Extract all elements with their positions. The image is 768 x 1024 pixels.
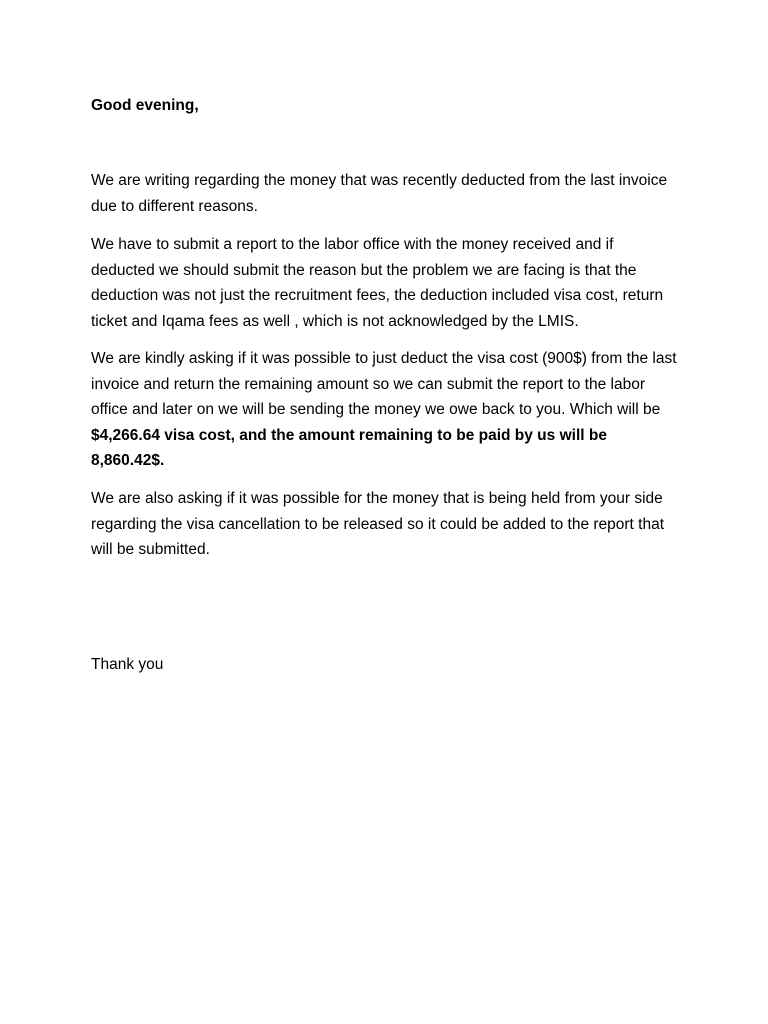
greeting: Good evening, <box>91 97 199 114</box>
paragraph-3-text: We are kindly asking if it was possible to just deduct the visa cost (900$) from the last invoice and return the remaining amount so we can submit the report to the labor office and later on we will be sending the money we owe back to you. Which will be <box>91 350 677 418</box>
closing: Thank you <box>91 656 164 673</box>
paragraph-4: We are also asking if it was possible for the money that is being held from your side regarding the visa cancellation to be released so it could be added to the report that will be submitted. <box>91 490 665 558</box>
paragraph-2: We have to submit a report to the labor office with the money received and if deducted we should submit the reason but the problem we are facing is that the deduction was not just the recruitment fees, the deduction included visa cost, return ticket and Iqama fees as well , which is not acknowledged by the LMIS. <box>91 236 664 330</box>
paragraph-1: We are writing regarding the money that was recently deducted from the last invoice due to different reasons. <box>91 172 668 215</box>
paragraph-3-bold-amounts: $4,266.64 visa cost, and the amount remaining to be paid by us will be 8,860.42$. <box>91 426 607 469</box>
paragraph-3 <box>91 346 681 474</box>
